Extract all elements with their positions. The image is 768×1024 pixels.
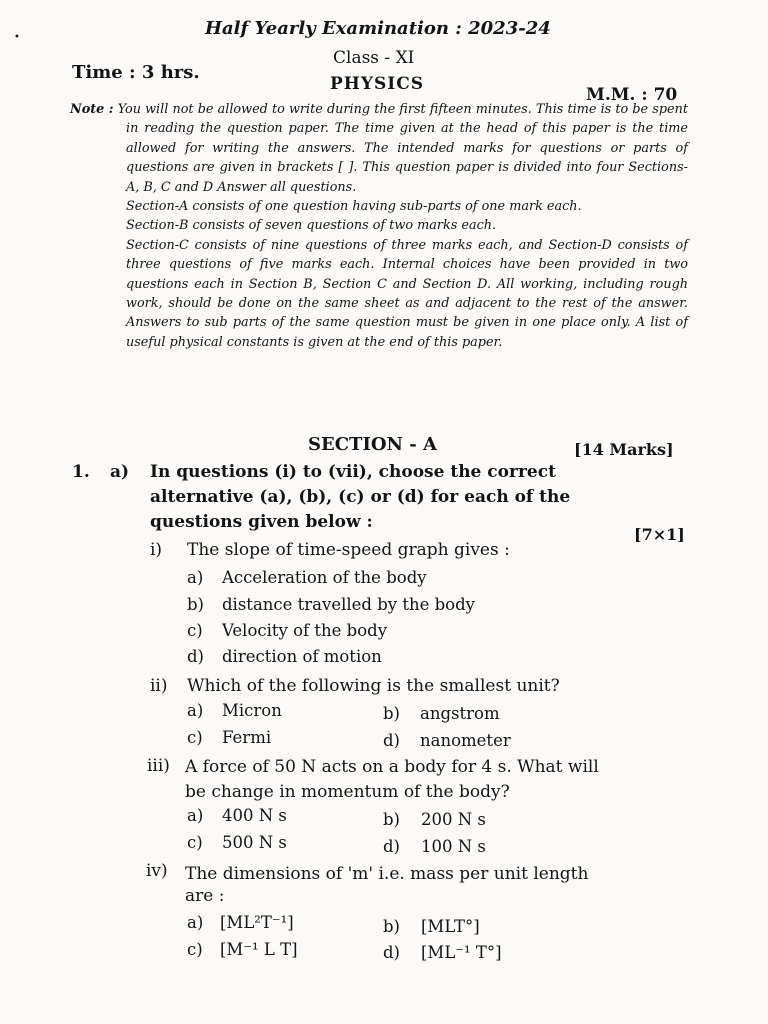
- time-allowed: Time : 3 hrs.: [72, 62, 200, 83]
- option-label: a): [187, 913, 204, 932]
- option-text: 200 N s: [421, 810, 486, 829]
- option-text: nanometer: [420, 731, 511, 750]
- option-text: [MLT°]: [421, 917, 480, 936]
- option-label: b): [383, 917, 400, 936]
- class-label: Class - XI: [333, 48, 415, 68]
- subq-text: The slope of time-speed graph gives :: [187, 540, 510, 560]
- subq-number: iv): [146, 861, 168, 881]
- option-text: 400 N s: [222, 806, 287, 825]
- subq-text: Which of the following is the smallest unit?: [187, 676, 560, 696]
- note-section-a: Section-A consists of one question having sub-parts of one mark each.: [126, 199, 582, 215]
- subject-title: PHYSICS: [330, 74, 425, 94]
- option-text: [ML⁻¹ T°]: [421, 943, 502, 962]
- note-section-b: Section-B consists of seven questions of two marks each.: [126, 218, 497, 234]
- option-text: angstrom: [420, 704, 500, 723]
- option-text: Velocity of the body: [222, 621, 388, 640]
- option-text: 100 N s: [421, 837, 486, 856]
- instructions-note: [70, 100, 688, 352]
- note-label: Note :: [70, 102, 114, 117]
- note-lead-paragraph: [70, 100, 688, 197]
- option-label: d): [383, 731, 400, 750]
- subq-text-line-2: are :: [185, 886, 225, 906]
- option-label: c): [187, 833, 203, 852]
- option-text: Micron: [222, 701, 282, 720]
- option-label: a): [187, 806, 204, 825]
- subq-text-line-1: A force of 50 N acts on a body for 4 s. What will: [185, 757, 599, 777]
- option-label: c): [187, 940, 203, 959]
- option-label: c): [187, 728, 203, 747]
- question-number: 1.: [72, 462, 90, 482]
- stray-mark: •: [14, 32, 20, 43]
- option-label: c): [187, 621, 203, 640]
- option-text: direction of motion: [222, 647, 382, 666]
- question-part: a): [110, 462, 130, 482]
- subq-text-line-1: The dimensions of 'm' i.e. mass per unit length: [185, 864, 589, 884]
- note-section-cd: Section-C consists of nine questions of three marks each, and Section-D consists of three questions of five marks each. Internal choices have been provided in two questions each in Section B, Section C and Section D. All working, including rough work, should be done on the same sheet as and adjacent to the rest of the answer. Answers to sub parts of the same question must be given in one place only. A list of useful physical constants is given at the end of this paper.: [126, 237, 688, 350]
- max-marks: M.M. : 70: [586, 85, 678, 105]
- note-lead-text: You will not be allowed to write during the first fifteen minutes. This time is to be spent in reading the question paper. The time given at the head of this paper is the time allowed for writing the answers. The intended marks for questions or parts of questions are given in brackets [ ]. This question paper is divided into four Sections- A, B, C and D Answer all questions.: [117, 102, 688, 195]
- option-text: distance travelled by the body: [222, 595, 475, 614]
- option-label: a): [187, 701, 204, 720]
- section-marks: [14 Marks]: [574, 440, 674, 459]
- section-title: SECTION - A: [308, 434, 437, 455]
- subq-number: iii): [147, 756, 170, 776]
- option-label: d): [383, 837, 400, 856]
- subq-number: i): [150, 540, 163, 560]
- subq-text-line-2: be change in momentum of the body?: [185, 782, 510, 802]
- option-text: [M⁻¹ L T]: [220, 940, 298, 959]
- option-label: a): [187, 568, 204, 587]
- option-text: Fermi: [222, 728, 272, 747]
- option-label: b): [383, 704, 400, 723]
- option-text: [ML²T⁻¹]: [220, 913, 294, 932]
- question-weight: [7×1]: [634, 525, 685, 544]
- option-label: d): [383, 943, 400, 962]
- option-text: 500 N s: [222, 833, 287, 852]
- question-instruction: In questions (i) to (vii), choose the correct alternative (a), (b), (c) or (d) for each of the questions given below :: [150, 462, 571, 532]
- option-text: Acceleration of the body: [222, 568, 427, 587]
- option-label: d): [187, 647, 204, 666]
- exam-title: Half Yearly Examination : 2023-24: [205, 18, 551, 39]
- option-label: b): [383, 810, 400, 829]
- subq-number: ii): [150, 676, 168, 696]
- option-label: b): [187, 595, 204, 614]
